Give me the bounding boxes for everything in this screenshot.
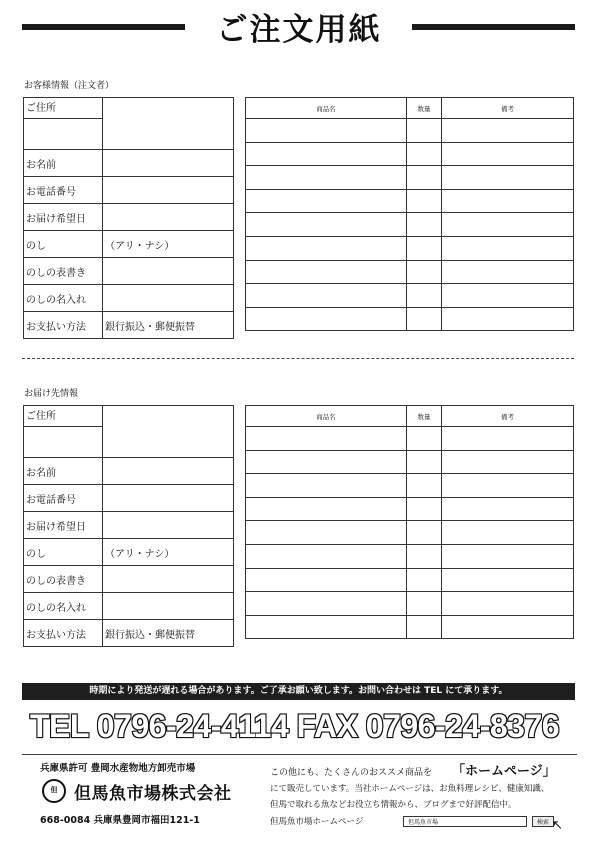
note-cell[interactable] <box>442 260 574 284</box>
quantity-cell[interactable] <box>407 521 442 545</box>
product-row <box>246 284 574 308</box>
quantity-cell[interactable] <box>407 142 442 166</box>
promo-line-2: にて販売しています。当社ホームページは、お魚料理レシピ、健康知識、 <box>270 784 550 794</box>
info-row <box>24 98 234 150</box>
company-name: 但馬魚市場株式会社 <box>74 784 232 804</box>
quantity-cell[interactable] <box>407 284 442 308</box>
product-name-cell[interactable] <box>246 142 407 166</box>
product-row <box>246 615 574 639</box>
shipping-notice: 時期により発送が遅れる場合があります。ご了承お願い致します。お問い合わせは TEL にて承ります。 <box>22 683 575 700</box>
delivery-product-table <box>245 405 574 639</box>
product-name-cell[interactable] <box>246 544 407 568</box>
info-row <box>24 285 234 312</box>
quantity-cell[interactable] <box>407 213 442 237</box>
info-row <box>24 406 234 458</box>
info-label: のしの名入れ <box>24 285 103 312</box>
homepage-callout: 「ホームページ」 <box>452 764 556 779</box>
product-row <box>246 592 574 616</box>
company-logo: 但 <box>42 779 66 803</box>
title-bar-left <box>22 24 185 30</box>
product-header-row <box>246 98 574 119</box>
product-row <box>246 166 574 190</box>
product-row <box>246 213 574 237</box>
info-label: お電話番号 <box>24 485 103 512</box>
info-value-field[interactable]: （アリ・ナシ） <box>103 539 234 566</box>
info-row <box>24 204 234 231</box>
note-cell[interactable] <box>442 592 574 616</box>
quantity-cell[interactable] <box>407 450 442 474</box>
search-label: 但馬魚市場ホームページ <box>270 817 364 827</box>
info-value-field[interactable] <box>103 458 234 485</box>
title-bar-right <box>412 24 575 30</box>
info-label: お届け希望日 <box>24 512 103 539</box>
quantity-cell[interactable] <box>407 260 442 284</box>
license-text: 兵庫県許可 豊岡水産物地方卸売市場 <box>40 763 196 774</box>
customer-info-label: お客様情報（注文者） <box>24 81 115 91</box>
product-row <box>246 189 574 213</box>
product-name-cell[interactable] <box>246 166 407 190</box>
note-cell[interactable] <box>442 568 574 592</box>
info-value-field[interactable]: 銀行振込・郵便振替 <box>103 620 234 647</box>
info-label: ご住所 <box>24 98 103 150</box>
product-name-cell[interactable] <box>246 284 407 308</box>
info-row <box>24 593 234 620</box>
page-title: ご注文用紙 <box>216 12 382 48</box>
product-row <box>246 307 574 331</box>
info-label: のしの表書き <box>24 258 103 285</box>
quantity-header: 数量 <box>407 406 442 427</box>
note-cell[interactable] <box>442 544 574 568</box>
note-header: 備考 <box>442 406 574 427</box>
product-row <box>246 497 574 521</box>
product-name-header: 商品名 <box>246 98 407 119</box>
quantity-cell[interactable] <box>407 592 442 616</box>
note-cell[interactable] <box>442 497 574 521</box>
info-value-field[interactable] <box>103 485 234 512</box>
quantity-cell[interactable] <box>407 189 442 213</box>
info-row <box>24 150 234 177</box>
info-label: お届け希望日 <box>24 204 103 231</box>
note-cell[interactable] <box>442 284 574 308</box>
note-cell[interactable] <box>442 189 574 213</box>
note-cell[interactable] <box>442 307 574 331</box>
product-name-cell[interactable] <box>246 260 407 284</box>
note-cell[interactable] <box>442 119 574 143</box>
product-name-cell[interactable] <box>246 213 407 237</box>
product-header-row <box>246 406 574 427</box>
info-value-field[interactable] <box>103 512 234 539</box>
info-value-field[interactable] <box>103 258 234 285</box>
customer-product-table <box>245 97 574 331</box>
note-cell[interactable] <box>442 450 574 474</box>
info-value-field[interactable] <box>103 204 234 231</box>
quantity-cell[interactable] <box>407 119 442 143</box>
info-value-field[interactable] <box>103 593 234 620</box>
quantity-cell[interactable] <box>407 427 442 451</box>
quantity-cell[interactable] <box>407 544 442 568</box>
customer-info-table <box>23 97 234 339</box>
product-row <box>246 450 574 474</box>
quantity-cell[interactable] <box>407 615 442 639</box>
info-label: お支払い方法 <box>24 312 103 339</box>
info-value-field[interactable] <box>103 406 234 458</box>
info-value-field[interactable] <box>103 285 234 312</box>
quantity-cell[interactable] <box>407 307 442 331</box>
product-name-cell[interactable] <box>246 521 407 545</box>
quantity-header: 数量 <box>407 98 442 119</box>
info-row <box>24 485 234 512</box>
info-row <box>24 458 234 485</box>
address-divider <box>24 426 102 427</box>
product-name-header: 商品名 <box>246 406 407 427</box>
phone-fax-numbers: TEL 0796-24-4114 FAX 0796-24-8376 <box>30 708 560 744</box>
quantity-cell[interactable] <box>407 497 442 521</box>
note-cell[interactable] <box>442 142 574 166</box>
product-row <box>246 544 574 568</box>
info-label: のしの表書き <box>24 566 103 593</box>
product-name-cell[interactable] <box>246 427 407 451</box>
product-row <box>246 236 574 260</box>
promo-line-3: 但馬で取れる魚などお役立ち情報から、ブログまで好評配信中。 <box>270 800 517 810</box>
search-input[interactable]: 但馬魚市場 <box>403 816 527 827</box>
info-value-field[interactable] <box>103 98 234 150</box>
quantity-cell[interactable] <box>407 568 442 592</box>
info-value-field[interactable] <box>103 566 234 593</box>
product-row <box>246 427 574 451</box>
company-address: 668-0084 兵庫県豊岡市福田121-1 <box>40 815 200 826</box>
quantity-cell[interactable] <box>407 474 442 498</box>
note-cell[interactable] <box>442 615 574 639</box>
info-value-field[interactable]: 銀行振込・郵便振替 <box>103 312 234 339</box>
product-row <box>246 474 574 498</box>
info-label: お名前 <box>24 150 103 177</box>
footer-divider <box>22 754 577 755</box>
info-label: お名前 <box>24 458 103 485</box>
note-cell[interactable] <box>442 427 574 451</box>
info-label: のし <box>24 539 103 566</box>
promo-line-1 <box>270 765 432 778</box>
delivery-info-label: お届け先情報 <box>24 389 79 399</box>
info-label: のしの名入れ <box>24 593 103 620</box>
product-name-cell[interactable] <box>246 568 407 592</box>
product-name-cell[interactable] <box>246 497 407 521</box>
product-row <box>246 142 574 166</box>
pointer-cursor-icon: ↖ <box>552 818 563 833</box>
product-row <box>246 521 574 545</box>
info-label: ご住所 <box>24 406 103 458</box>
info-row <box>24 539 234 566</box>
info-label: のし <box>24 231 103 258</box>
product-name-cell[interactable] <box>246 307 407 331</box>
quantity-cell[interactable] <box>407 166 442 190</box>
info-row <box>24 566 234 593</box>
product-name-cell[interactable] <box>246 236 407 260</box>
product-name-cell[interactable] <box>246 450 407 474</box>
product-row <box>246 260 574 284</box>
info-row <box>24 620 234 647</box>
cut-line <box>22 358 574 359</box>
info-row <box>24 312 234 339</box>
info-value-field[interactable] <box>103 177 234 204</box>
info-label: お電話番号 <box>24 177 103 204</box>
info-label: お支払い方法 <box>24 620 103 647</box>
info-row <box>24 231 234 258</box>
note-cell[interactable] <box>442 474 574 498</box>
quantity-cell[interactable] <box>407 236 442 260</box>
product-name-cell[interactable] <box>246 189 407 213</box>
product-row <box>246 119 574 143</box>
note-header: 備考 <box>442 98 574 119</box>
product-name-cell[interactable] <box>246 592 407 616</box>
note-cell[interactable] <box>442 213 574 237</box>
address-divider <box>24 118 102 119</box>
note-cell[interactable] <box>442 521 574 545</box>
note-cell[interactable] <box>442 236 574 260</box>
info-row <box>24 512 234 539</box>
delivery-info-table <box>23 405 234 647</box>
search-button[interactable]: 検索 <box>532 816 554 827</box>
promo-line-1-text: この他にも、たくさんのおススメ商品を <box>270 768 433 778</box>
info-row <box>24 177 234 204</box>
product-name-cell[interactable] <box>246 615 407 639</box>
product-name-cell[interactable] <box>246 474 407 498</box>
info-value-field[interactable] <box>103 150 234 177</box>
product-name-cell[interactable] <box>246 119 407 143</box>
product-row <box>246 568 574 592</box>
info-value-field[interactable]: （アリ・ナシ） <box>103 231 234 258</box>
info-row <box>24 258 234 285</box>
note-cell[interactable] <box>442 166 574 190</box>
